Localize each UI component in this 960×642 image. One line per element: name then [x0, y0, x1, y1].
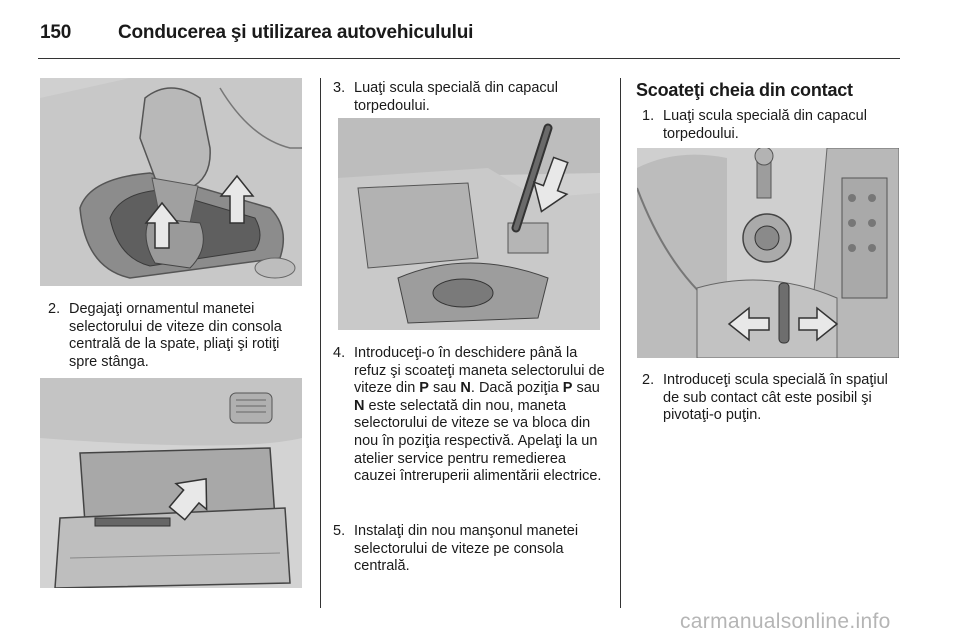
- tool-insertion-drawing: [338, 118, 600, 330]
- section-title: Scoateţi cheia din contact: [636, 80, 853, 100]
- step-number: 3.: [333, 80, 346, 96]
- gear-selector-illustration: [40, 78, 302, 286]
- step-text: Degajaţi ornamentul manetei selectorului de viteze din consola centrală de la spate, pliaţi şi rotiţi spre stânga.: [69, 301, 282, 370]
- column-divider: [620, 78, 621, 608]
- tool-insertion-illustration: [338, 118, 600, 330]
- gear-selector-drawing: [40, 78, 302, 286]
- step-text: Introduceţi-o în deschidere până la refuz şi scoateţi maneta selectorului de viteze din P sau N. Dacă poziţia P sau N este selectată din nou, maneta selectorului de viteze se va bloca din nou în poziţia respectivă. Apelaţi la un atelier service pentru remedierea cauzei întreruperii alimentării electrice.: [354, 345, 605, 485]
- watermark: carmanualsonline.info: [680, 610, 891, 633]
- step-number: 1.: [642, 108, 655, 124]
- ignition-illustration: [637, 148, 899, 358]
- step-text: Introduceţi scula specială în spaţiul de sub contact cât este posibil şi pivotaţi-o puţin.: [663, 372, 888, 424]
- step-text: Luaţi scula specială din capacul torpedoului.: [663, 108, 867, 142]
- header-rule: [38, 58, 900, 59]
- page-header: [0, 0, 960, 62]
- step-number: 4.: [333, 345, 346, 361]
- page-title: Conducerea şi utilizarea autovehiculului: [118, 22, 474, 43]
- step-number: 2.: [48, 301, 61, 317]
- step-text: Instalaţi din nou manşonul manetei selectorului de viteze pe consola centrală.: [354, 523, 579, 575]
- column-divider: [320, 78, 321, 608]
- glovebox-drawing: [40, 378, 302, 588]
- step-number: 2.: [642, 372, 655, 388]
- step-text: Luaţi scula specială din capacul torpedoului.: [354, 80, 558, 114]
- step-number: 5.: [333, 523, 346, 539]
- page-number: 150: [40, 22, 72, 43]
- ignition-drawing: [637, 148, 899, 358]
- glovebox-illustration: [40, 378, 302, 588]
